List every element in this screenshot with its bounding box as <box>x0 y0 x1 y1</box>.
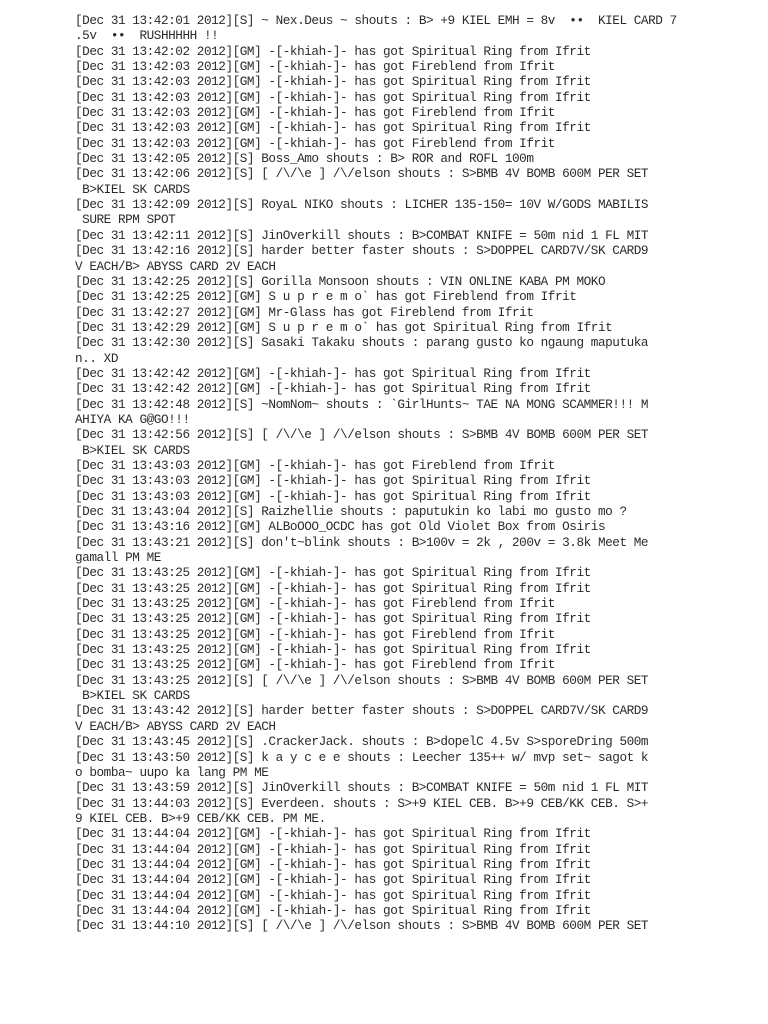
log-line: .5v •• RUSHHHHH !! <box>75 28 219 44</box>
log-line: [Dec 31 13:42:56 2012][S] [ /\/\e ] /\/elson shouts : S>BMB 4V BOMB 600M PER SET <box>75 427 649 443</box>
log-line: [Dec 31 13:44:03 2012][S] Everdeen. shouts : S>+9 KIEL CEB. B>+9 CEB/KK CEB. S>+ <box>75 795 649 811</box>
log-line: [Dec 31 13:42:16 2012][S] harder better faster shouts : S>DOPPEL CARD7V/SK CARD9 <box>75 243 649 259</box>
log-line: SURE RPM SPOT <box>75 212 176 228</box>
log-line: gamall PM ME <box>75 550 161 566</box>
log-line: [Dec 31 13:42:03 2012][GM] -[-khiah-]- has got Fireblend from Ifrit <box>75 105 555 121</box>
log-line: [Dec 31 13:42:29 2012][GM] S u p r e m o` has got Spiritual Ring from Ifrit <box>75 319 613 335</box>
log-line: [Dec 31 13:42:09 2012][S] RoyaL NIKO shouts : LICHER 135-150= 10V W/GODS MABILIS <box>75 197 649 213</box>
log-line: [Dec 31 13:42:03 2012][GM] -[-khiah-]- has got Fireblend from Ifrit <box>75 135 555 151</box>
log-line: [Dec 31 13:43:42 2012][S] harder better faster shouts : S>DOPPEL CARD7V/SK CARD9 <box>75 703 649 719</box>
log-line: B>KIEL SK CARDS <box>75 181 190 197</box>
log-line: [Dec 31 13:43:59 2012][S] JinOverkill shouts : B>COMBAT KNIFE = 50m nid 1 FL MIT <box>75 780 649 796</box>
log-line: [Dec 31 13:43:21 2012][S] don't~blink shouts : B>100v = 2k , 200v = 3.8k Meet Me <box>75 534 649 550</box>
log-line: [Dec 31 13:42:03 2012][GM] -[-khiah-]- has got Spiritual Ring from Ifrit <box>75 89 591 105</box>
log-line: [Dec 31 13:42:27 2012][GM] Mr-Glass has got Fireblend from Ifrit <box>75 304 534 320</box>
log-line: [Dec 31 13:42:42 2012][GM] -[-khiah-]- has got Spiritual Ring from Ifrit <box>75 381 591 397</box>
log-line: [Dec 31 13:42:42 2012][GM] -[-khiah-]- has got Spiritual Ring from Ifrit <box>75 365 591 381</box>
log-line: [Dec 31 13:42:03 2012][GM] -[-khiah-]- has got Spiritual Ring from Ifrit <box>75 120 591 136</box>
log-line: [Dec 31 13:42:30 2012][S] Sasaki Takaku shouts : parang gusto ko ngaung maputuka <box>75 335 649 351</box>
log-line: [Dec 31 13:43:25 2012][GM] -[-khiah-]- has got Fireblend from Ifrit <box>75 596 555 612</box>
log-line: B>KIEL SK CARDS <box>75 442 190 458</box>
log-line: [Dec 31 13:44:04 2012][GM] -[-khiah-]- has got Spiritual Ring from Ifrit <box>75 856 591 872</box>
log-line: [Dec 31 13:42:25 2012][GM] S u p r e m o` has got Fireblend from Ifrit <box>75 289 577 305</box>
log-line: [Dec 31 13:43:25 2012][S] [ /\/\e ] /\/elson shouts : S>BMB 4V BOMB 600M PER SET <box>75 672 649 688</box>
log-line: [Dec 31 13:43:50 2012][S] k a y c e e shouts : Leecher 135++ w/ mvp set~ sagot k <box>75 749 649 765</box>
log-line: [Dec 31 13:43:25 2012][GM] -[-khiah-]- has got Fireblend from Ifrit <box>75 626 555 642</box>
log-line: [Dec 31 13:43:03 2012][GM] -[-khiah-]- has got Spiritual Ring from Ifrit <box>75 488 591 504</box>
log-line: [Dec 31 13:43:03 2012][GM] -[-khiah-]- has got Spiritual Ring from Ifrit <box>75 473 591 489</box>
log-line: n.. XD <box>75 350 118 366</box>
log-line: [Dec 31 13:42:01 2012][S] ~ Nex.Deus ~ shouts : B> +9 KIEL EMH = 8v •• KIEL CARD 7 <box>75 13 677 28</box>
log-line: [Dec 31 13:42:03 2012][GM] -[-khiah-]- has got Spiritual Ring from Ifrit <box>75 74 591 90</box>
log-line: [Dec 31 13:43:25 2012][GM] -[-khiah-]- has got Spiritual Ring from Ifrit <box>75 580 591 596</box>
log-line: V EACH/B> ABYSS CARD 2V EACH <box>75 718 276 734</box>
log-line: [Dec 31 13:43:04 2012][S] Raizhellie shouts : paputukin ko labi mo gusto mo ? <box>75 504 627 519</box>
log-line: [Dec 31 13:42:02 2012][GM] -[-khiah-]- has got Spiritual Ring from Ifrit <box>75 43 591 59</box>
log-line: [Dec 31 13:44:04 2012][GM] -[-khiah-]- has got Spiritual Ring from Ifrit <box>75 902 591 918</box>
log-line: o bomba~ uupo ka lang PM ME <box>75 764 269 780</box>
log-line: 9 KIEL CEB. B>+9 CEB/KK CEB. PM ME. <box>75 810 326 826</box>
chat-log <box>75 13 705 934</box>
log-line: AHIYA KA G@GO!!! <box>75 411 190 427</box>
log-line: B>KIEL SK CARDS <box>75 688 190 704</box>
log-line: [Dec 31 13:43:03 2012][GM] -[-khiah-]- has got Fireblend from Ifrit <box>75 457 555 473</box>
log-line: [Dec 31 13:44:04 2012][GM] -[-khiah-]- has got Spiritual Ring from Ifrit <box>75 826 591 842</box>
log-line: [Dec 31 13:43:16 2012][GM] ALBoOOO_OCDC has got Old Violet Box from Osiris <box>75 519 606 535</box>
log-line: [Dec 31 13:43:45 2012][S] .CrackerJack. shouts : B>dopelC 4.5v S>sporeDring 500m <box>75 734 649 750</box>
log-line: [Dec 31 13:42:11 2012][S] JinOverkill shouts : B>COMBAT KNIFE = 50m nid 1 FL MIT <box>75 227 649 243</box>
log-line: [Dec 31 13:42:25 2012][S] Gorilla Monsoon shouts : VIN ONLINE KABA PM MOKO <box>75 273 606 289</box>
log-line: [Dec 31 13:43:25 2012][GM] -[-khiah-]- has got Fireblend from Ifrit <box>75 657 555 673</box>
log-line: [Dec 31 13:42:03 2012][GM] -[-khiah-]- has got Fireblend from Ifrit <box>75 59 555 75</box>
log-line: [Dec 31 13:42:06 2012][S] [ /\/\e ] /\/elson shouts : S>BMB 4V BOMB 600M PER SET <box>75 166 649 182</box>
log-line: [Dec 31 13:43:25 2012][GM] -[-khiah-]- has got Spiritual Ring from Ifrit <box>75 611 591 627</box>
log-line: V EACH/B> ABYSS CARD 2V EACH <box>75 258 276 274</box>
log-line: [Dec 31 13:42:48 2012][S] ~NomNom~ shouts : `GirlHunts~ TAE NA MONG SCAMMER!!! M <box>75 396 649 412</box>
log-line: [Dec 31 13:42:05 2012][S] Boss_Amo shouts : B> ROR and ROFL 100m <box>75 151 534 167</box>
log-line: [Dec 31 13:44:04 2012][GM] -[-khiah-]- has got Spiritual Ring from Ifrit <box>75 841 591 857</box>
log-line: [Dec 31 13:43:25 2012][GM] -[-khiah-]- has got Spiritual Ring from Ifrit <box>75 565 591 581</box>
log-line: [Dec 31 13:43:25 2012][GM] -[-khiah-]- has got Spiritual Ring from Ifrit <box>75 642 591 658</box>
log-line: [Dec 31 13:44:04 2012][GM] -[-khiah-]- has got Spiritual Ring from Ifrit <box>75 887 591 903</box>
log-line: [Dec 31 13:44:10 2012][S] [ /\/\e ] /\/elson shouts : S>BMB 4V BOMB 600M PER SET <box>75 918 649 934</box>
log-line: [Dec 31 13:44:04 2012][GM] -[-khiah-]- has got Spiritual Ring from Ifrit <box>75 872 591 888</box>
